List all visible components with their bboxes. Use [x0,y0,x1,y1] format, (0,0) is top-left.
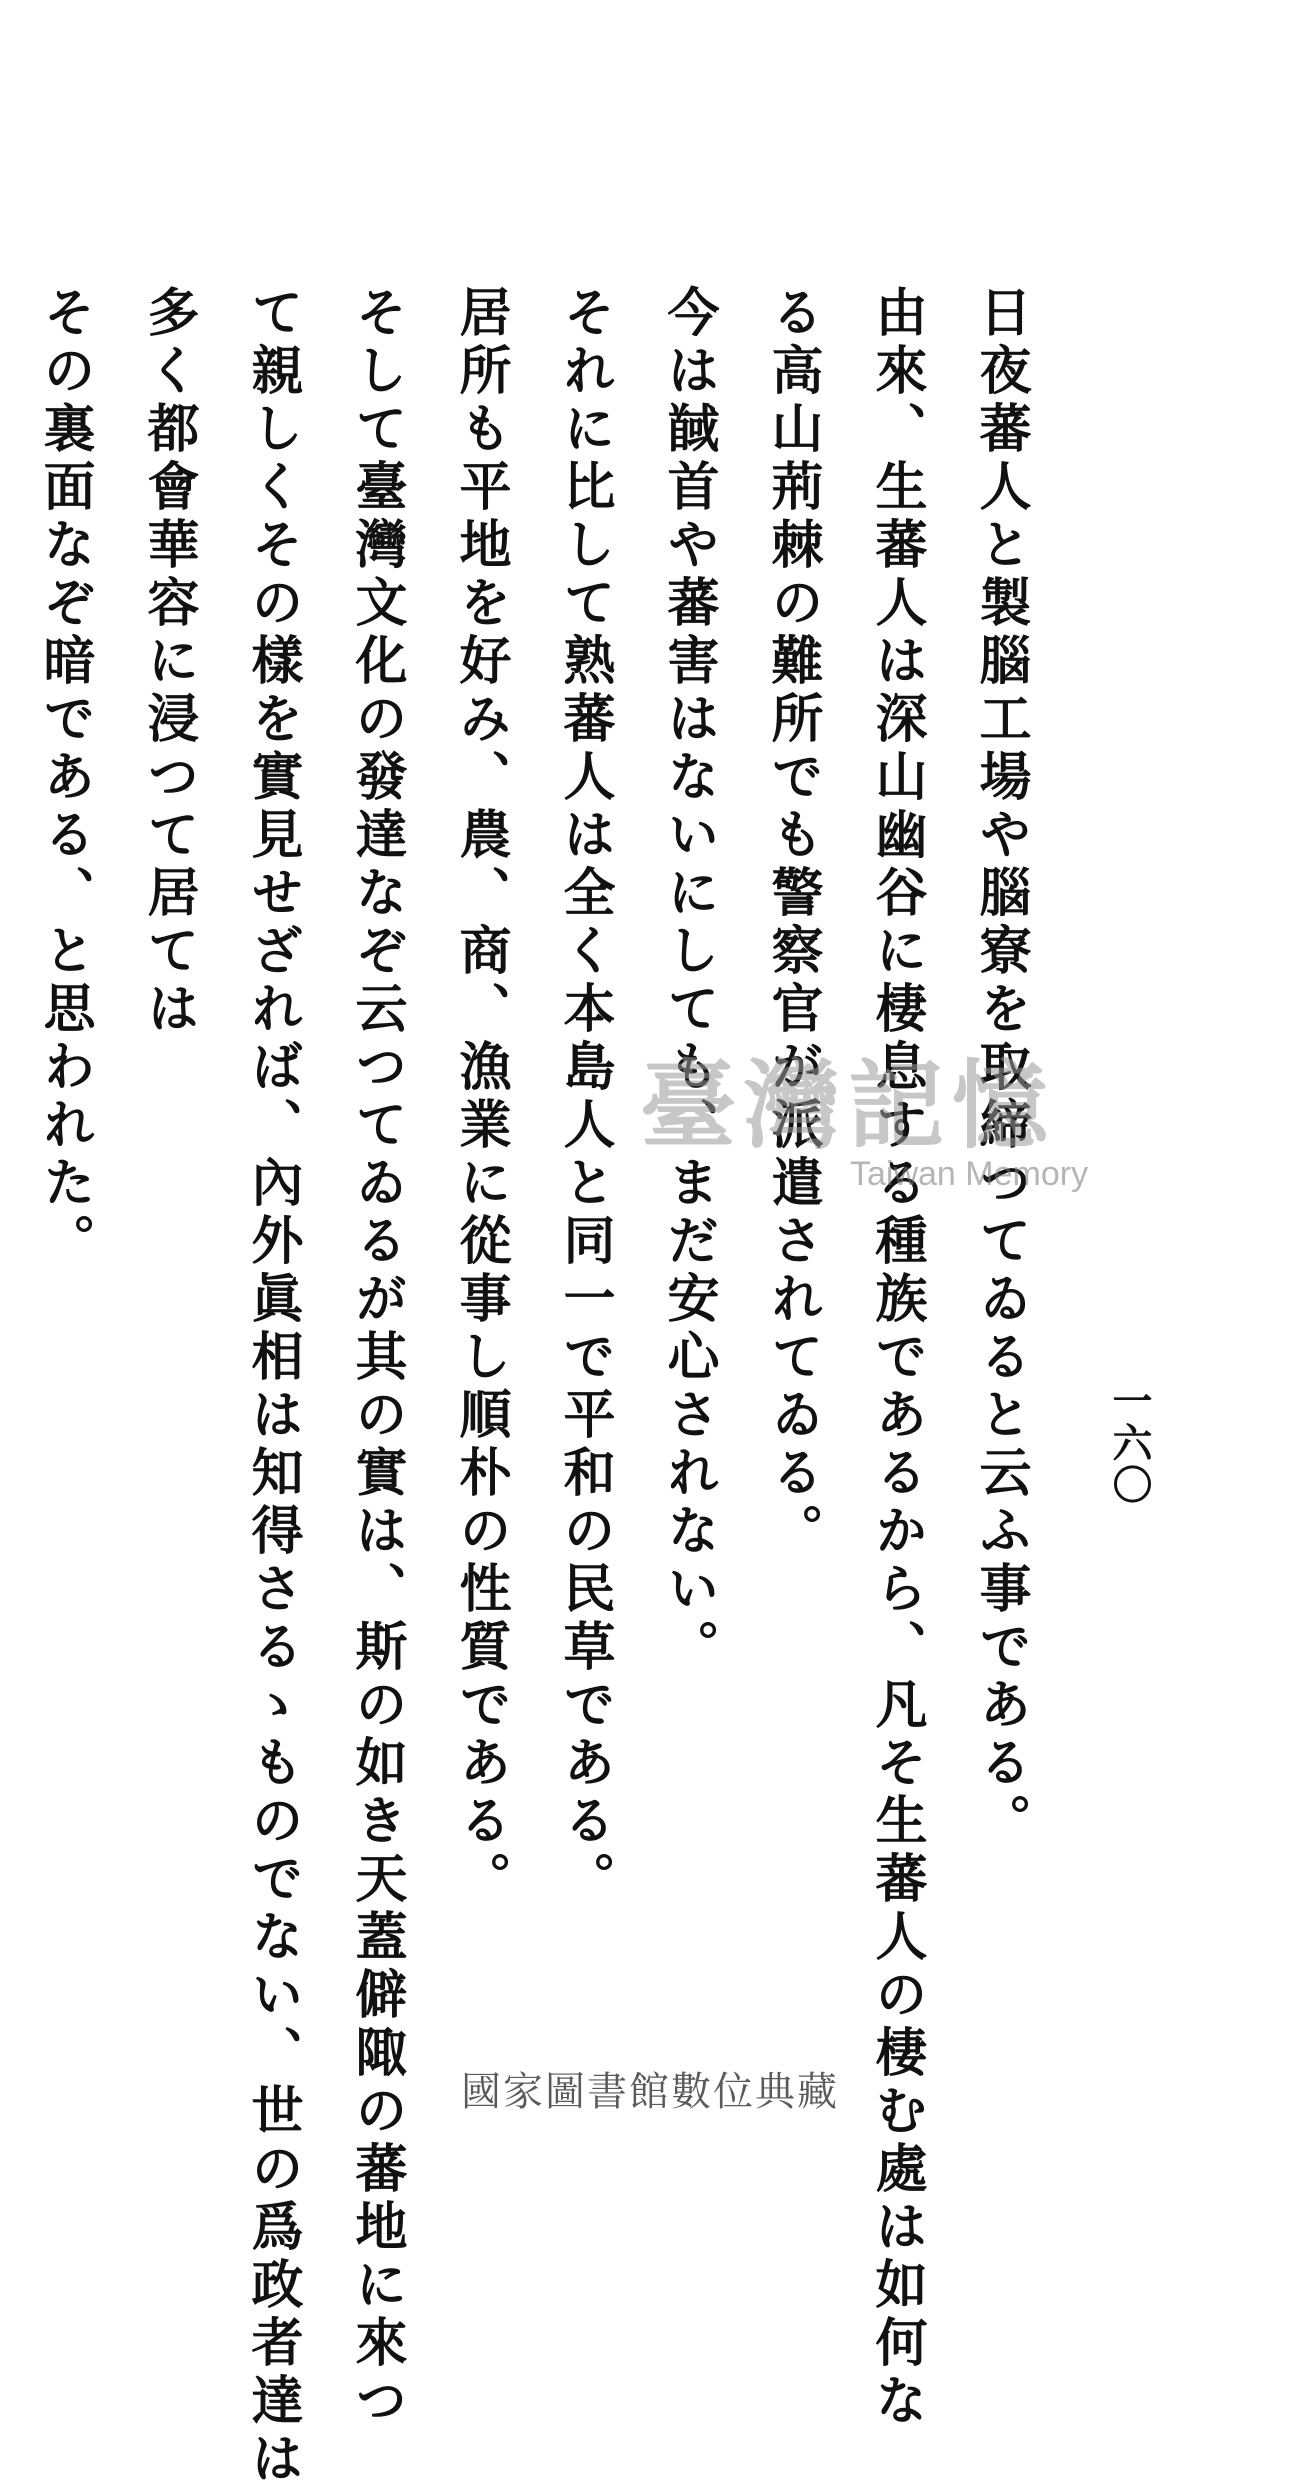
page-number: 一六〇 [1106,1380,1153,1506]
footer-collection-credit: 國家圖書館數位典藏 [461,2069,839,2115]
watermark-english: Taiwan Memory [850,1155,1089,1193]
text-line: 由來、生蕃人は深山幽谷に棲息する種族であるから、凡そ生蕃人の棲む處は如何な [866,285,927,2431]
text-line: そして臺灣文化の發達なぞ云つてゐるが其の實は、斯の如き天蓋僻陬の蕃地に來つ [346,285,407,2431]
text-line: て親しくその樣を實見せざれば、內外眞相は知得さるゝものでない、世の爲政者達は [242,285,303,2489]
text-line: 日夜蕃人と製腦工場や腦寮を取締つてゐると云ふ事である。 [970,285,1031,1851]
watermark-chinese: 臺灣記憶 [640,1049,1056,1162]
text-line: 居所も平地を好み、農、商、漁業に從事し順朴の性質である。 [450,285,511,1909]
text-line: 今は馘首や蕃害はないにしても、まだ安心されない。 [658,285,719,1677]
text-line: 多く都會華容に浸つて居ては [138,285,199,1039]
text-line: る高山荊棘の難所でも警察官が派遣されてゐる。 [762,285,823,1561]
text-line: その裏面なぞ暗である、と思われた。 [34,285,95,1271]
text-line: それに比して熟蕃人は全く本島人と同一で平和の民草である。 [554,285,615,1909]
